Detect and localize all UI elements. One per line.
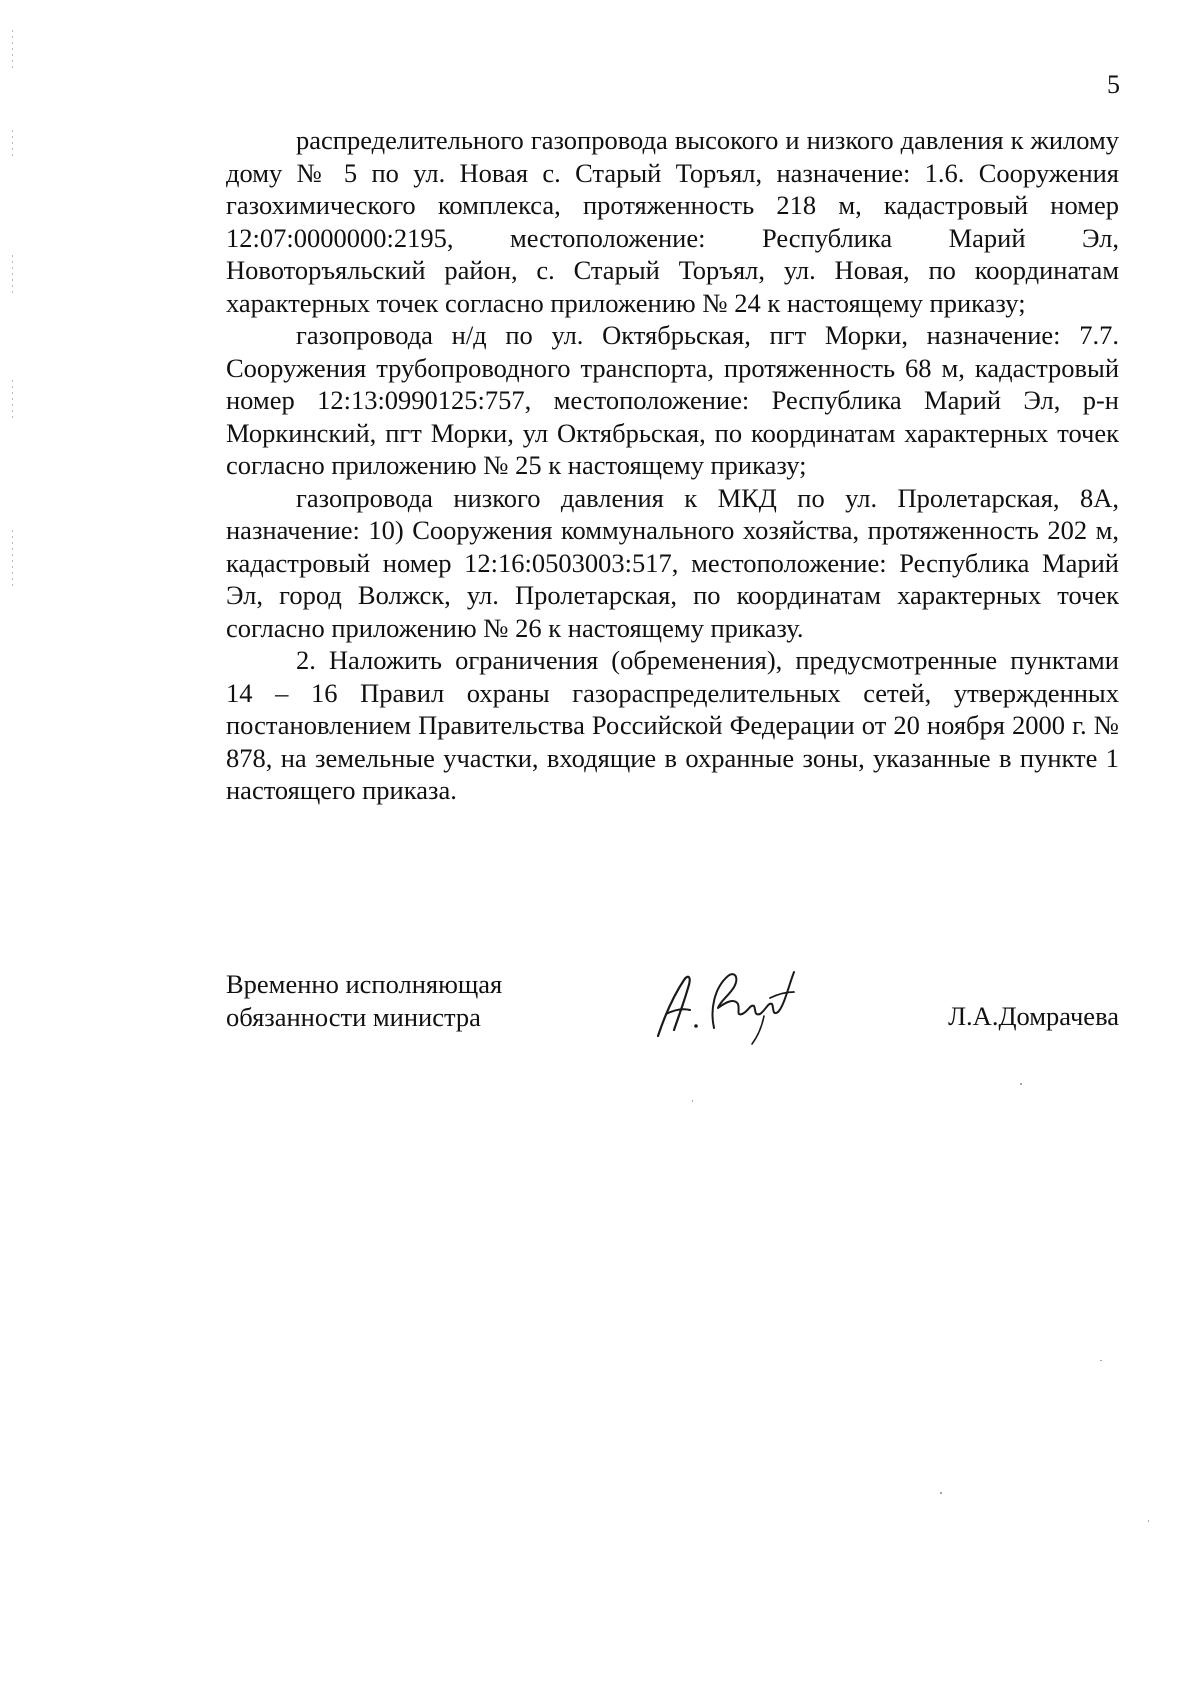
scan-edge-mark xyxy=(12,530,13,590)
signatory-position xyxy=(226,968,502,1033)
scan-speck xyxy=(1100,1360,1102,1361)
paragraph: распределительного газопровода высокого и низкого давления к жилому дому № 5 по ул. Новая с. Старый Торъял, назначение: 1.6. Сооружения газохимического комплекса, протяженность 218 м, кадастровый номер 12:07:0000000:2195, местоположение: Республика Марий Эл, Новоторъяльский район, с. Старый Торъял, ул. Новая, по координатам характерных точек согласно приложению № 24 к настоящему приказу; xyxy=(226,125,1119,318)
scan-edge-mark xyxy=(12,30,13,70)
paragraph: газопровода н/д по ул. Октябрьская, пгт Морки, назначение: 7.7. Сооружения трубопроводного транспорта, протяженность 68 м, кадастровый номер 12:13:0990125:757, местоположение: Республика Марий Эл, р-н Моркинский, пгт Морки, ул Октябрьская, по координатам характерных точек согласно приложению № 25 к настоящему приказу; xyxy=(226,320,1119,480)
paragraph: газопровода низкого давления к МКД по ул. Пролетарская, 8А, назначение: 10) Сооружения коммунального хозяйства, протяженность 202 м, кадастровый номер 12:16:0503003:517, местоположение: Республика Марий Эл, город Волжск, ул. Пролетарская, по координатам характерных точек согласно приложению № 26 к настоящему приказу. xyxy=(226,482,1119,643)
scan-edge-mark xyxy=(12,255,13,295)
scan-speck xyxy=(692,1100,693,1102)
handwritten-signature xyxy=(644,958,804,1048)
signatory-position-line: обязанности министра xyxy=(226,1001,481,1032)
scan-edge-mark xyxy=(12,130,13,160)
document-body xyxy=(226,124,1119,807)
signatory-name: Л.А.Домрачева xyxy=(948,1001,1119,1031)
signature-block xyxy=(226,968,1119,1068)
scan-speck xyxy=(940,1492,942,1494)
signatory-position-line: Временно исполняющая xyxy=(226,969,503,999)
page-number: 5 xyxy=(1107,70,1120,99)
scan-speck xyxy=(1020,1083,1022,1085)
scan-edge-mark xyxy=(12,380,13,420)
scan-speck xyxy=(1148,1520,1149,1522)
paragraph: 2. Наложить ограничения (обременения), предусмотренные пунктами 14 – 16 Правил охраны газораспределительных сетей, утвержденных постановлением Правительства Российской Федерации от 20 ноября 2000 г. № 878, на земельные участки, входящие в охранные зоны, указанные в пункте 1 настоящего приказа. xyxy=(226,645,1119,805)
